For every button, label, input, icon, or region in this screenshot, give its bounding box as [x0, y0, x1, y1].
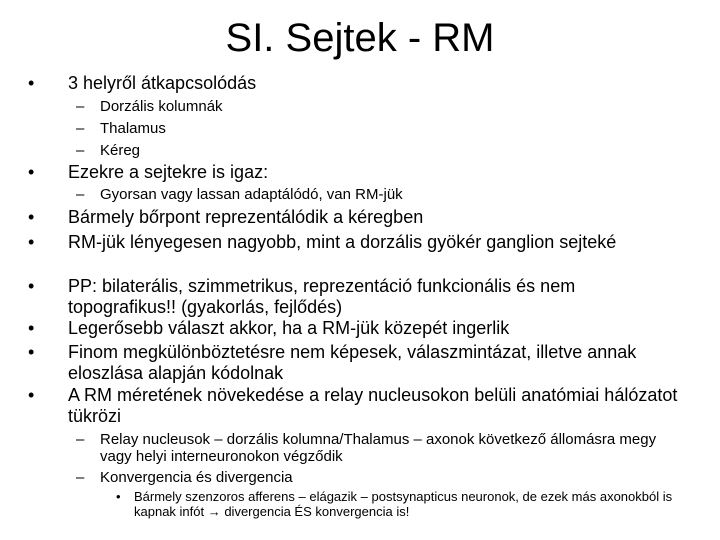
bullet-text: Relay nucleusok – dorzális kolumna/Thalamus – axonok következő állomásra megy vagy helyi interneuronokon végződik [100, 431, 657, 465]
bullet-text: A RM méretének növekedése a relay nucleusokon belüli anatómiai hálózatot tükrözi [68, 385, 678, 426]
bullet-item [28, 73, 688, 94]
bullet-marker: • [28, 162, 35, 182]
bullet-marker: • [28, 73, 35, 93]
bullet-marker: • [116, 489, 121, 504]
bullet-marker: – [76, 120, 85, 137]
bullet-text: Ezekre a sejtekre is igaz: [68, 162, 269, 182]
bullet-text: PP: bilaterális, szimmetrikus, reprezentáció funkcionális és nem topografikus!! (gyakorlás, fejlődés) [68, 276, 576, 317]
bullet-marker: – [76, 186, 85, 203]
bullet-text: 3 helyről átkapcsolódás [68, 73, 257, 93]
sub-bullet-item [76, 186, 680, 203]
bullet-text: Konvergencia és divergencia [100, 469, 293, 486]
sub-bullet-item [76, 142, 680, 159]
bullet-item [28, 232, 688, 253]
bullet-text: Gyorsan vagy lassan adaptálódó, van RM-jük [100, 186, 403, 203]
bullet-item [28, 385, 688, 427]
bullet-text: Dorzális kolumnák [100, 98, 223, 115]
bullet-marker: • [28, 276, 35, 296]
bullet-marker: • [28, 318, 35, 338]
sub-bullet-item [76, 98, 680, 115]
bullet-text: Finom megkülönböztetésre nem képesek, válaszmintázat, illetve annak eloszlása alapján kódolnak [68, 342, 637, 383]
bullet-marker: – [76, 431, 85, 448]
bullet-marker: • [28, 385, 35, 405]
bullet-marker: • [28, 342, 35, 362]
bullet-text: Bármely bőrpont reprezentálódik a kéregben [68, 207, 424, 227]
bullet-text: Kéreg [100, 142, 141, 159]
sub-bullet-item [76, 469, 680, 486]
bullet-item [28, 207, 688, 228]
bullet-marker: – [76, 469, 85, 486]
bullet-text: Bármely szenzoros afferens – elágazik – postsynapticus neuronok, de ezek más axonokból is kapnak infót → divergencia ÉS konvergencia is! [134, 489, 673, 519]
bullet-text: RM-jük lényegesen nagyobb, mint a dorzális gyökér ganglion sejteké [68, 232, 617, 252]
bullet-text: Legerősebb választ akkor, ha a RM-jük közepét ingerlik [68, 318, 510, 338]
bullet-item [28, 342, 688, 384]
sub-sub-bullet-item [116, 489, 694, 519]
bullet-text: Thalamus [100, 120, 166, 137]
sub-bullet-item [76, 431, 680, 465]
bullet-marker: – [76, 142, 85, 159]
slide-title: SI. Sejtek - RM [225, 16, 495, 60]
bullet-item [28, 276, 688, 318]
bullet-item [28, 162, 688, 183]
bullet-marker: • [28, 232, 35, 252]
bullet-item [28, 318, 688, 339]
bullet-marker: • [28, 207, 35, 227]
bullet-marker: – [76, 98, 85, 115]
sub-bullet-item [76, 120, 680, 137]
